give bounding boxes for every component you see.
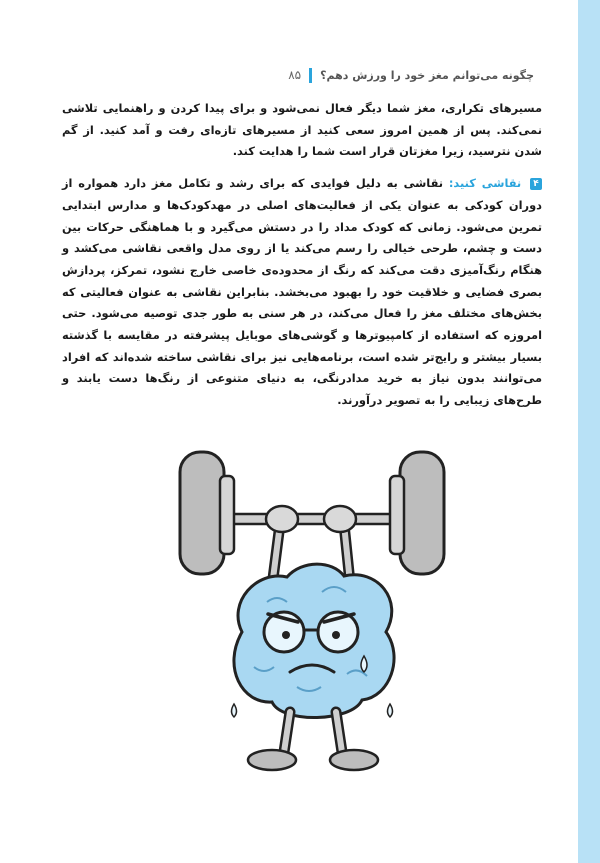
page-number: ۸۵ — [288, 68, 302, 82]
right-plate-collar — [390, 476, 404, 554]
side-color-strip — [578, 0, 600, 863]
right-foot — [330, 750, 378, 770]
left-plate-collar — [220, 476, 234, 554]
intro-paragraph: مسیرهای تکراری، مغز شما دیگر فعال نمی‌شود و برای پیدا کردن و راهنمایی تلاشی نمی‌کند. پس از همین امروز سعی کنید از مسیرهای تازه‌ای رفت و آمد کنید. از گم شدن نترسید، زیرا مغزتان قرار است شما را هدایت کند. — [62, 101, 542, 159]
header-divider — [309, 68, 312, 83]
section-paragraph — [62, 173, 542, 412]
right-weight-plate — [400, 452, 444, 574]
left-foot — [248, 750, 296, 770]
body-text — [62, 98, 542, 412]
header-title: چگونه می‌توانم مغز خود را ورزش دهم؟ — [320, 68, 534, 82]
right-hand — [324, 506, 356, 532]
barbell-bar — [212, 514, 412, 524]
section-body: نقاشی به دلیل فوایدی که برای رشد و تکامل مغز دارد همواره از دوران کودکی به عنوان یکی از فعالیت‌های اصلی در مهدکودک‌ها و مدارس ابتدایی تمرین می‌شود. زمانی که کودک مداد را در دستش می‌گیرد و با هماهنگی حرکات بین دست و چشم، طرحی خیالی را رسم می‌کند یا از روی مدل واقعی نقاشی می‌کشد و هنگام رنگ‌آمیزی دقت می‌کند که رنگ از محدوده‌ی خاصی خارج نشود، تمرکز، پردازش بصری فضایی و خلاقیت خود را بهبود می‌بخشد. بنابراین نقاشی به عنوان فعالیتی که بخش‌های مختلف مغز را فعال می‌کند، در هر سنی به طور جدی توصیه می‌شود. حتی امروزه که استفاده از کامپیوترها و گوشی‌های موبایل پیشرفته در مقایسه با گذشته بسیار بیشتر و رایج‌تر شده است، برنامه‌هایی نیز برای نقاشی ساخته شده‌اند که افراد می‌توانند بدون نیاز به خرید مدادرنگی، به دنیای متنوعی از رنگ‌ها دست یابند و طرح‌های زیبایی را به تصویر درآورند. — [62, 176, 542, 408]
left-weight-plate — [180, 452, 224, 574]
left-hand — [266, 506, 298, 532]
sweat-drop-icon — [361, 656, 367, 672]
section-heading: نقاشی کنید: — [448, 176, 522, 191]
brain-lifting-barbell-icon — [172, 442, 452, 780]
brain-body — [234, 564, 394, 717]
running-header — [74, 64, 534, 86]
section-number-badge: ۴ — [530, 178, 542, 190]
